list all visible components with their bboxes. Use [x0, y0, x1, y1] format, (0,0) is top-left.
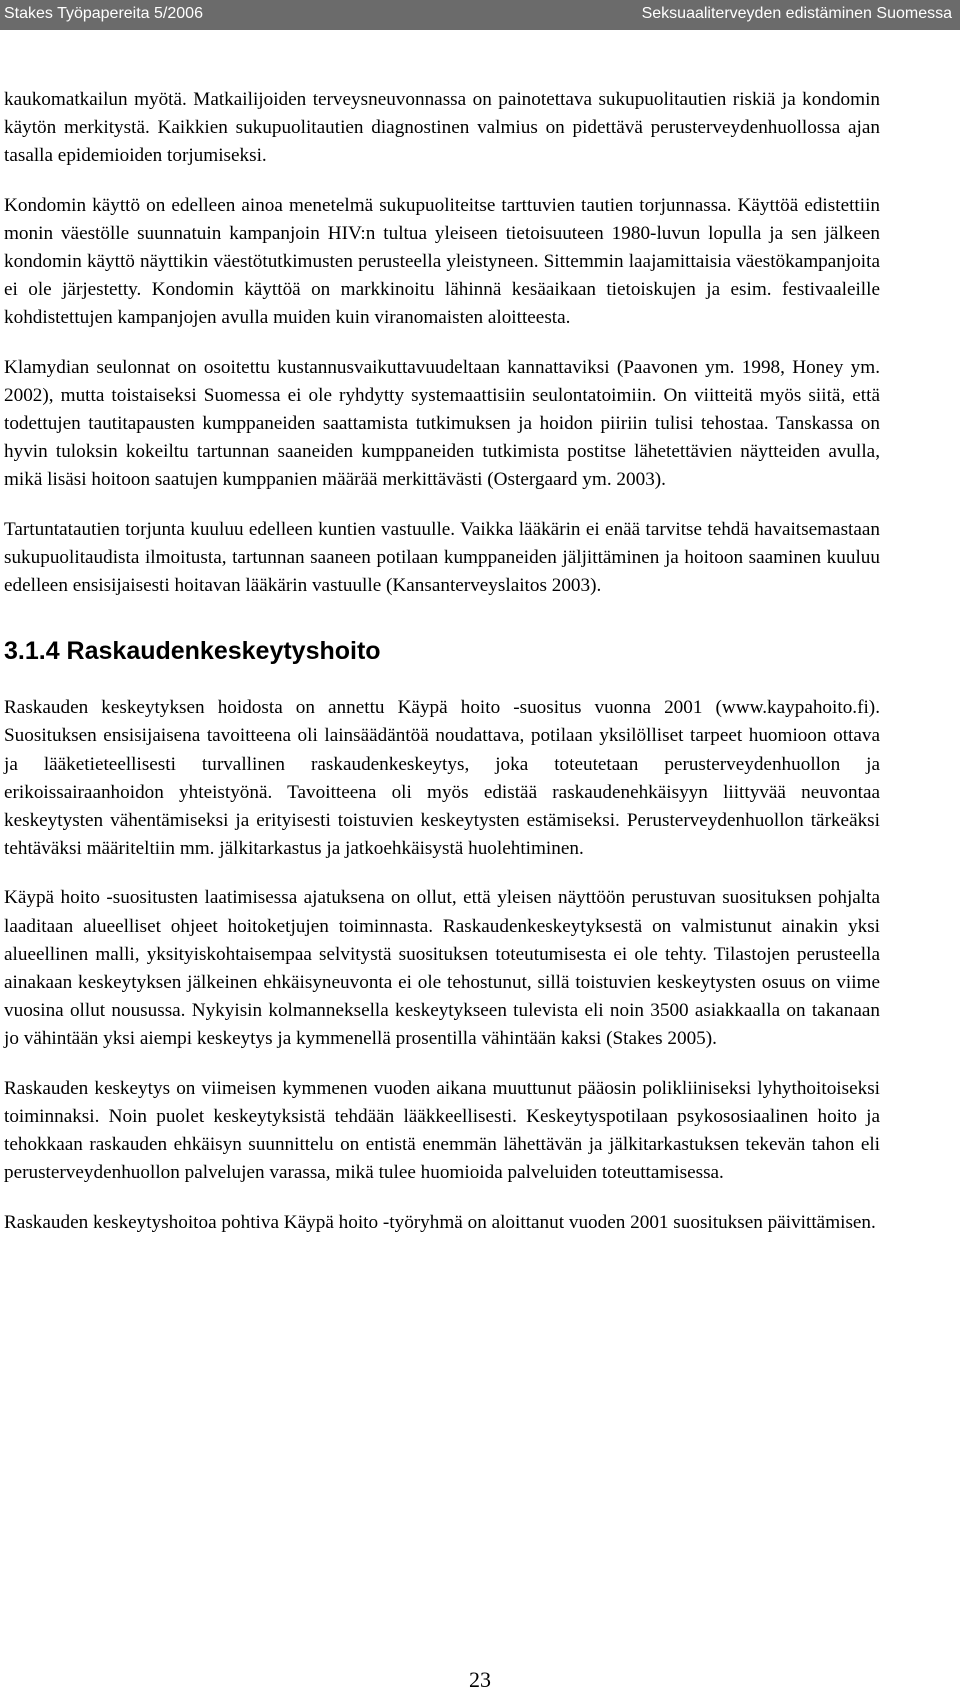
paragraph: Raskauden keskeytyksen hoidosta on annettu Käypä hoito -suositus vuonna 2001 (www.kaypahoito.fi). Suosituksen ensisijaisena tavoitteena oli lainsäädäntöä noudattava, potilaan yksilölliset tarpeet huomioon ottava ja lääketieteellisesti turvallinen raskaudenkeskeytys, joka toteutetaan perusterveydenhuollon ja erikoissairaanhoidon yhteistyönä. Tavoitteena oli myös edistää raskaudenehkäisyyn liittyvää neuvontaa keskeytysten vähentämiseksi ja erityisesti toistuvien keskeytysten estämiseksi. Perusterveydenhuollon tärkeäksi tehtäväksi määriteltiin mm. jälkitarkastus ja jatkoehkäisystä huolehtiminen.: [4, 697, 880, 860]
paragraph: Käypä hoito -suositusten laatimisessa ajatuksena on ollut, että yleisen näyttöön perustuvan suosituksen pohjalta laaditaan alueelliset ohjeet hoitoketjujen toiminnasta. Raskaudenkeskeytyksestä on valmistunut ainakin yksi alueellinen malli, yksityiskohtaisempaa selvitystä suosituksen toteutumisesta ei ole tehty. Tilastojen perusteella ainakaan keskeytyksen jälkeinen ehkäisyneuvonta ei ole tehostunut, sillä toistuvien keskeytysten osuus on viime vuosina ollut nousussa. Nykyisin kolmanneksella keskeytykseen tulevista eli noin 3500 asiakkaalla on takanaan jo vähintään yksi aiempi keskeytys ja kymmenellä prosentilla vähintään kaksi (Stakes 2005).: [4, 887, 880, 1050]
document-body: [4, 86, 880, 1258]
running-header: [0, 0, 960, 30]
page-number: 23: [469, 1667, 491, 1692]
paragraph: kaukomatkailun myötä. Matkailijoiden terveysneuvonnassa on painotettava sukupuolitautien riskiä ja kondomin käytön merkitystä. Kaikkien sukupuolitautien diagnostinen valmius on pidettävä perusterveydenhuollossa ajan tasalla epidemioiden torjumiseksi.: [4, 89, 880, 167]
paragraph: Kondomin käyttö on edelleen ainoa menetelmä sukupuoliteitse tarttuvien tautien torjunnassa. Käyttöä edistettiin monin väestölle suunnatuin kampanjoin HIV:n tultua yleiseen tietoisuuteen 1980-luvun lopulla ja sen jälkeen kondomin käyttö näyttikin väestötutkimusten perusteella yleistyneen. Sittemmin laajamittaisia väestökampanjoita ei ole järjestetty. Kondomin käyttöä on markkinoitu lähinnä kesäaikaan tietoiskujen ja esim. festivaaleille kohdistettujen kampanjojen avulla muiden kuin viranomaisten aloitteesta.: [4, 194, 880, 329]
paragraph: Klamydian seulonnat on osoitettu kustannusvaikuttavuudeltaan kannattaviksi (Paavonen ym. 1998, Honey ym. 2002), mutta toistaiseksi Suomessa ei ole ryhdytty systemaattisiin seulontatoimiin. On viitteitä myös siitä, että todettujen tautitapausten kumppaneiden saattamista tutkimuksen ja hoidon piiriin tulisi tehostaa. Tanskassa on hyvin tuloksin kokeiltu tartunnan saaneiden kumppaneiden tutkimista postitse lähetettävien näytteiden avulla, mikä lisäsi hoitoon saatujen kumppanien määrää merkittävästi (Ostergaard ym. 2003).: [4, 356, 880, 491]
paragraph: Raskauden keskeytyshoitoa pohtiva Käypä hoito -työryhmä on aloittanut vuoden 2001 suosituksen päivittämisen.: [4, 1211, 876, 1233]
paragraph: Raskauden keskeytys on viimeisen kymmenen vuoden aikana muuttunut pääosin polikliiniseksi lyhythoitoiseksi toiminnaksi. Noin puolet keskeytyksistä tehdään lääkkeellisesti. Keskeytyspotilaan psykososiaalinen hoito ja tehokkaan raskauden ehkäisyn suunnittelu on entistä enemmän lähettävän ja jälkitarkastuksen tekevän tahon eli perusterveydenhuollon palvelujen varassa, mikä tulee huomioida palveluiden toteuttamisessa.: [4, 1077, 880, 1184]
paragraph: Tartuntatautien torjunta kuuluu edelleen kuntien vastuulle. Vaikka lääkärin ei enää tarvitse tehdä havaitsemastaan sukupuolitaudista ilmoitusta, tartunnan saaneen potilaan kumppaneiden jäljittäminen ja hoitoon saaminen kuuluu edelleen ensisijaisesti hoitavan lääkärin vastuulle (Kansanterveyslaitos 2003).: [4, 518, 880, 597]
header-publication: Stakes Työpapereita 5/2006: [4, 5, 203, 22]
header-title: Seksuaaliterveyden edistäminen Suomessa: [641, 5, 952, 22]
section-heading: 3.1.4 Raskaudenkeskeytyshoito: [4, 637, 381, 666]
